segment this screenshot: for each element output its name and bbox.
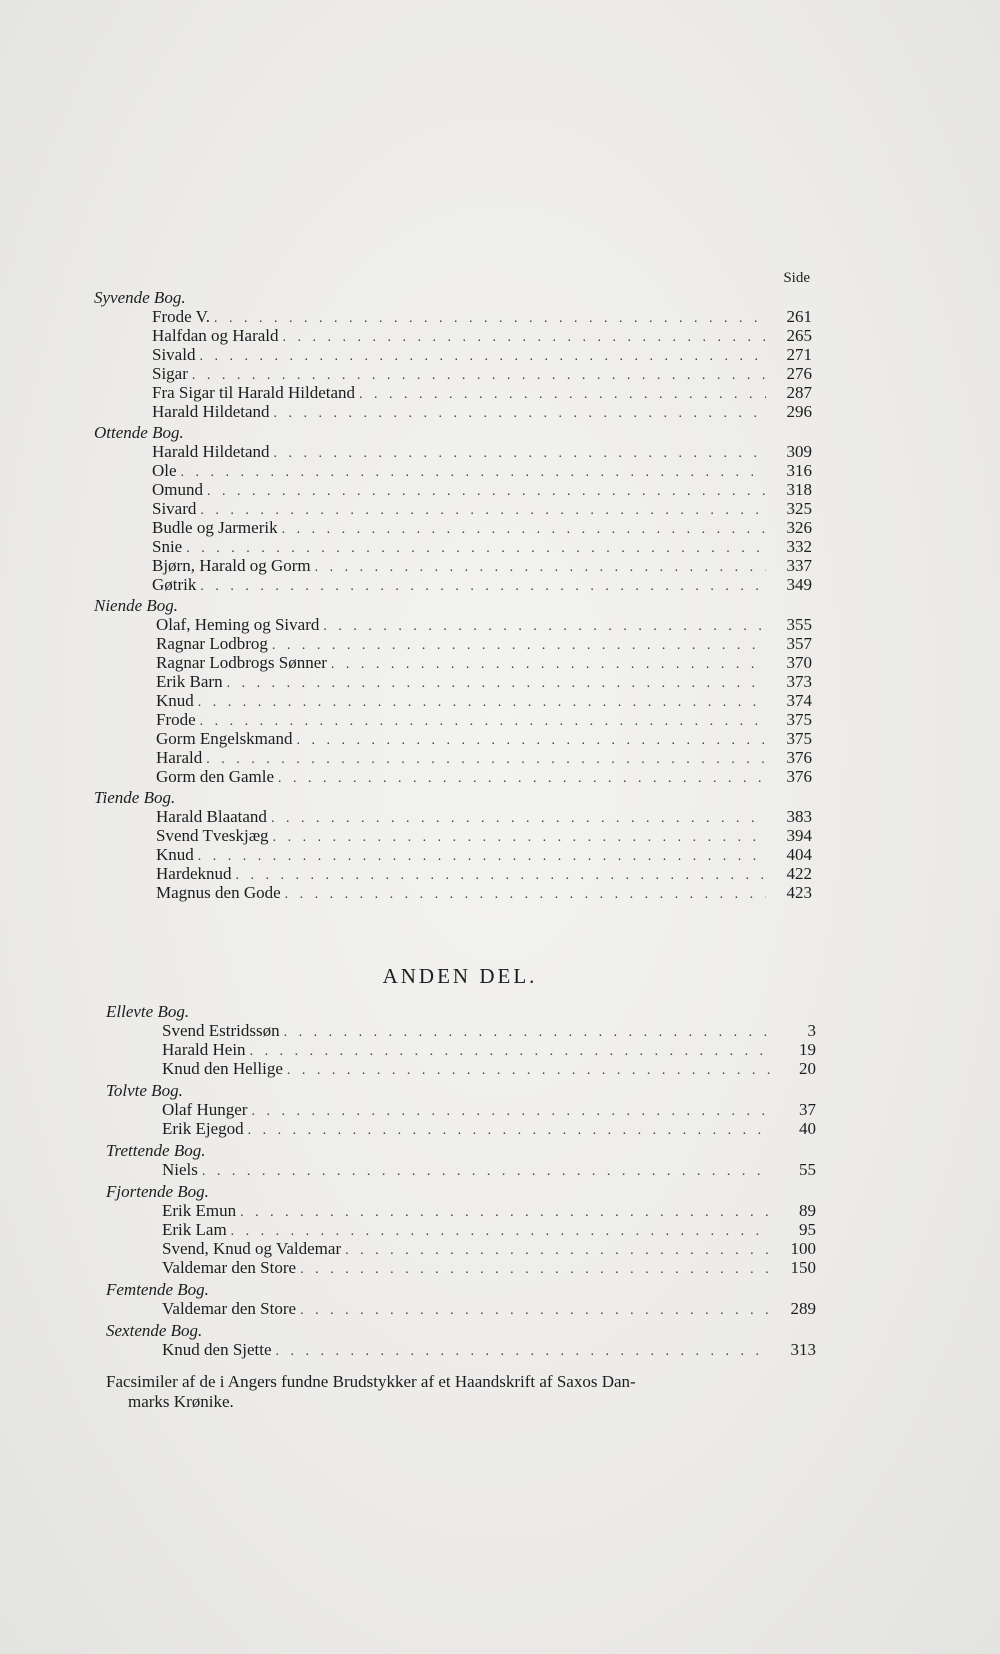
toc-entry <box>92 845 812 864</box>
book-heading: Syvende Bog. <box>94 288 186 307</box>
entry-page: 20 <box>799 1059 816 1078</box>
dot-leader <box>206 750 766 769</box>
entry-title: Knud den Hellige <box>162 1059 283 1078</box>
toc-entry <box>92 345 812 364</box>
entry-title: Svend Tveskjæg <box>156 826 269 845</box>
book-heading: Femtende Bog. <box>106 1280 209 1299</box>
entry-page: 316 <box>786 461 812 480</box>
entry-title: Erik Ejegod <box>162 1119 244 1138</box>
entry-title: Knud den Sjette <box>162 1340 272 1359</box>
entry-page: 313 <box>790 1340 816 1359</box>
facsimile-line-1: Facsimiler af de i Angers fundne Brudstykker af et Haandskrift af Saxos Dan- <box>106 1372 636 1391</box>
dot-leader <box>300 1260 770 1279</box>
entry-title: Olaf, Heming og Sivard <box>156 615 320 634</box>
entry-title: Frode V. <box>152 307 210 326</box>
page-column-header: Side <box>783 270 810 286</box>
entry-page: 100 <box>790 1239 816 1258</box>
entry-title: Erik Barn <box>156 672 223 691</box>
toc-entry <box>92 383 812 402</box>
book-section-tolvte <box>104 1081 816 1138</box>
toc-entry <box>92 691 812 710</box>
toc-entry <box>104 1021 816 1040</box>
toc-entry <box>92 672 812 691</box>
entry-page: 423 <box>786 883 812 902</box>
dot-leader <box>278 769 766 788</box>
dot-leader <box>250 1042 770 1061</box>
entry-page: 357 <box>786 634 812 653</box>
dot-leader <box>207 482 766 501</box>
dot-leader <box>227 674 766 693</box>
book-section-niende <box>92 596 812 786</box>
dot-leader <box>200 501 766 520</box>
entry-title: Gorm Engelskmand <box>156 729 293 748</box>
dot-leader <box>284 1023 770 1042</box>
entry-page: 376 <box>786 748 812 767</box>
entry-page: 37 <box>799 1100 816 1119</box>
entry-title: Halfdan og Harald <box>152 326 279 345</box>
entry-page: 289 <box>790 1299 816 1318</box>
toc-entry <box>104 1239 816 1258</box>
dot-leader <box>345 1241 770 1260</box>
dot-leader <box>236 866 766 885</box>
dot-leader <box>198 693 766 712</box>
toc-entry <box>104 1100 816 1119</box>
entry-page: 40 <box>799 1119 816 1138</box>
entry-title: Harald Hein <box>162 1040 246 1059</box>
entry-title: Frode <box>156 710 196 729</box>
book-heading: Niende Bog. <box>94 596 179 615</box>
dot-leader <box>296 731 766 750</box>
entry-title: Sivard <box>152 499 197 518</box>
toc-entry <box>104 1340 816 1359</box>
entry-title: Gorm den Gamle <box>156 767 275 786</box>
entry-page: 150 <box>790 1258 816 1277</box>
entry-title: Harald Hildetand <box>152 442 270 461</box>
dot-leader <box>199 347 766 366</box>
entry-page: 337 <box>786 556 812 575</box>
dot-leader <box>274 404 766 423</box>
toc-entry <box>104 1119 816 1138</box>
entry-title: Hardeknud <box>156 864 232 883</box>
entry-page: 271 <box>786 345 812 364</box>
toc-entry <box>92 748 812 767</box>
toc-entry <box>92 537 812 556</box>
toc-entry <box>92 402 812 421</box>
entry-page: 383 <box>786 807 812 826</box>
toc-entry <box>92 518 812 537</box>
entry-title: Fra Sigar til Harald Hildetand <box>152 383 356 402</box>
entry-title: Budle og Jarmerik <box>152 518 278 537</box>
toc-entry <box>92 807 812 826</box>
entry-page: 349 <box>786 575 812 594</box>
dot-leader <box>248 1121 770 1140</box>
dot-leader <box>283 328 766 347</box>
dot-leader <box>331 655 766 674</box>
entry-page: 326 <box>786 518 812 537</box>
entry-page: 355 <box>786 615 812 634</box>
book-section-tiende <box>92 788 812 902</box>
entry-page: 374 <box>786 691 812 710</box>
facsimile-line-2: marks Krønike. <box>128 1392 234 1411</box>
entry-title: Gøtrik <box>152 575 197 594</box>
facsimile-note <box>106 1372 818 1412</box>
entry-page: 3 <box>807 1021 816 1040</box>
entry-title: Harald <box>156 748 203 767</box>
toc-entry <box>92 729 812 748</box>
entry-page: 325 <box>786 499 812 518</box>
part-two-title: ANDEN DEL. <box>382 964 538 988</box>
entry-page: 265 <box>786 326 812 345</box>
dot-leader <box>359 385 766 404</box>
entry-page: 261 <box>786 307 812 326</box>
entry-title: Erik Emun <box>162 1201 237 1220</box>
entry-page: 375 <box>786 710 812 729</box>
toc-entry <box>92 442 812 461</box>
toc-entry <box>104 1258 816 1277</box>
book-section-trettende <box>104 1141 816 1179</box>
toc-entry <box>92 615 812 634</box>
toc-entry <box>92 883 812 902</box>
dot-leader <box>276 1342 770 1361</box>
toc-entry <box>92 864 812 883</box>
dot-leader <box>300 1301 770 1320</box>
entry-page: 309 <box>786 442 812 461</box>
entry-title: Svend Estridssøn <box>162 1021 280 1040</box>
dot-leader <box>272 636 766 655</box>
entry-title: Snie <box>152 537 183 556</box>
entry-page: 89 <box>799 1201 816 1220</box>
entry-title: Knud <box>156 691 194 710</box>
toc-entry <box>92 634 812 653</box>
dot-leader <box>240 1203 770 1222</box>
toc-entry <box>92 556 812 575</box>
book-section-ottende <box>92 423 812 594</box>
toc-entry <box>104 1059 816 1078</box>
entry-page: 287 <box>786 383 812 402</box>
toc-entry <box>92 575 812 594</box>
entry-title: Knud <box>156 845 194 864</box>
book-section-syvende <box>92 288 812 421</box>
entry-title: Valdemar den Store <box>162 1258 297 1277</box>
dot-leader <box>214 309 766 328</box>
dot-leader <box>271 809 766 828</box>
entry-title: Harald Blaatand <box>156 807 267 826</box>
entry-title: Harald Hildetand <box>152 402 270 421</box>
table-of-contents-part-one <box>92 268 812 904</box>
table-of-contents-part-two <box>104 1002 816 1362</box>
dot-leader <box>273 828 766 847</box>
entry-title: Ole <box>152 461 177 480</box>
dot-leader <box>274 444 766 463</box>
book-section-fjortende <box>104 1182 816 1277</box>
book-section-femtende <box>104 1280 816 1318</box>
toc-entry <box>92 653 812 672</box>
entry-page: 95 <box>799 1220 816 1239</box>
book-section-ellevte <box>104 1002 816 1078</box>
dot-leader <box>323 617 766 636</box>
toc-entry <box>104 1299 816 1318</box>
entry-page: 376 <box>786 767 812 786</box>
entry-title: Niels <box>162 1160 198 1179</box>
entry-title: Magnus den Gode <box>156 883 281 902</box>
book-heading: Trettende Bog. <box>106 1141 206 1160</box>
entry-page: 394 <box>786 826 812 845</box>
entry-page: 373 <box>786 672 812 691</box>
book-heading: Fjortende Bog. <box>106 1182 209 1201</box>
dot-leader <box>251 1102 770 1121</box>
toc-entry <box>92 480 812 499</box>
book-heading: Sextende Bog. <box>106 1321 203 1340</box>
entry-page: 318 <box>786 480 812 499</box>
entry-page: 370 <box>786 653 812 672</box>
entry-title: Ragnar Lodbrog <box>156 634 268 653</box>
book-heading: Tiende Bog. <box>94 788 176 807</box>
dot-leader <box>198 847 766 866</box>
toc-entry <box>92 307 812 326</box>
dot-leader <box>181 463 766 482</box>
entry-page: 375 <box>786 729 812 748</box>
dot-leader <box>282 520 766 539</box>
toc-entry <box>92 364 812 383</box>
toc-entry <box>92 461 812 480</box>
entry-page: 19 <box>799 1040 816 1059</box>
book-heading: Tolvte Bog. <box>106 1081 183 1100</box>
entry-page: 276 <box>786 364 812 383</box>
entry-title: Sivald <box>152 345 196 364</box>
entry-page: 296 <box>786 402 812 421</box>
toc-entry <box>104 1201 816 1220</box>
entry-title: Olaf Hunger <box>162 1100 248 1119</box>
entry-title: Valdemar den Store <box>162 1299 297 1318</box>
entry-page: 404 <box>786 845 812 864</box>
dot-leader <box>287 1061 770 1080</box>
toc-entry <box>104 1160 816 1179</box>
toc-entry <box>92 499 812 518</box>
dot-leader <box>315 558 766 577</box>
entry-title: Bjørn, Harald og Gorm <box>152 556 311 575</box>
book-heading: Ottende Bog. <box>94 423 184 442</box>
dot-leader <box>200 577 766 596</box>
entry-page: 332 <box>786 537 812 556</box>
entry-title: Sigar <box>152 364 188 383</box>
entry-title: Svend, Knud og Valdemar <box>162 1239 342 1258</box>
toc-entry <box>92 710 812 729</box>
toc-entry <box>92 767 812 786</box>
entry-title: Ragnar Lodbrogs Sønner <box>156 653 327 672</box>
toc-entry <box>104 1220 816 1239</box>
entry-title: Erik Lam <box>162 1220 227 1239</box>
toc-entry <box>104 1040 816 1059</box>
entry-page: 55 <box>799 1160 816 1179</box>
entry-title: Omund <box>152 480 203 499</box>
dot-leader <box>202 1162 770 1181</box>
toc-entry <box>92 826 812 845</box>
entry-page: 422 <box>786 864 812 883</box>
book-section-sextende <box>104 1321 816 1359</box>
book-heading: Ellevte Bog. <box>106 1002 190 1021</box>
dot-leader <box>285 885 766 904</box>
toc-entry <box>92 326 812 345</box>
